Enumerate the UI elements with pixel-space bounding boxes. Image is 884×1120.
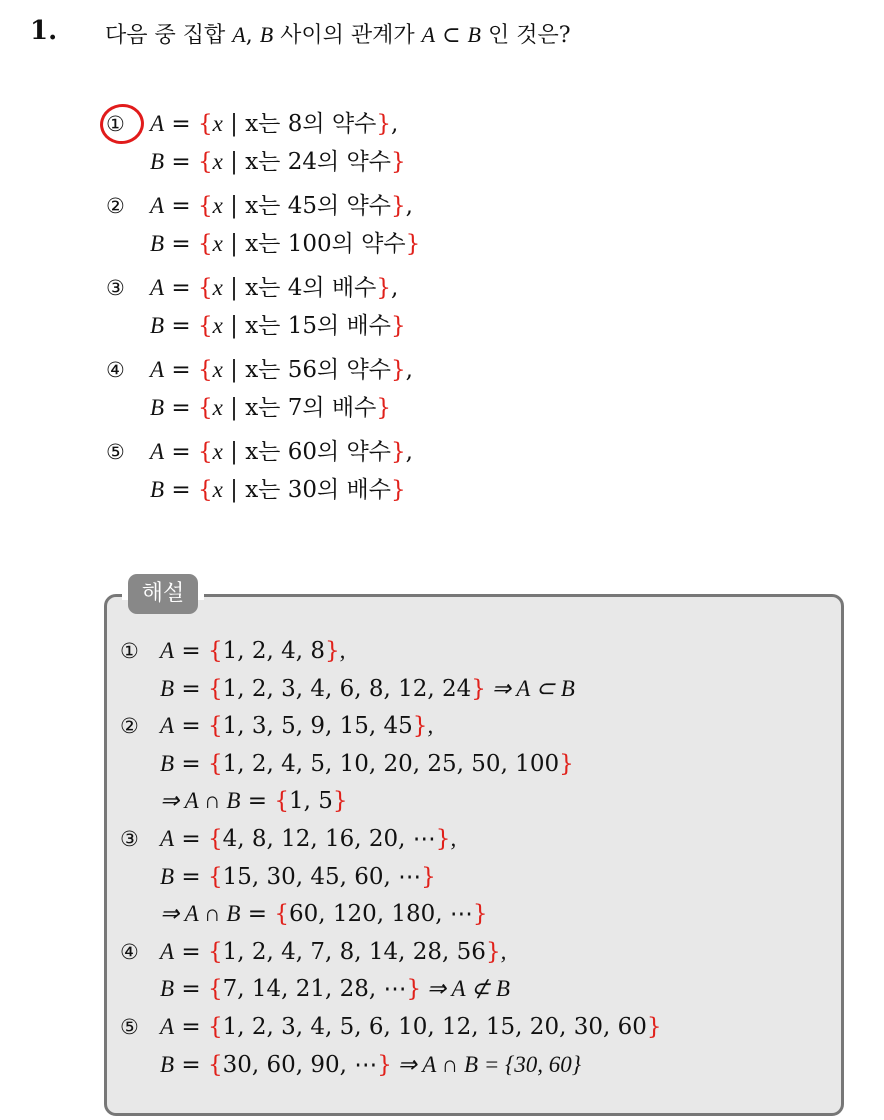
set-elements: 30, 60, 90, ⋯ xyxy=(222,1051,378,1078)
line-tail: ⇒ A ⊂ B xyxy=(485,675,575,701)
equals-sign: = xyxy=(164,313,198,339)
open-brace: { xyxy=(197,477,213,503)
close-brace: } xyxy=(485,938,501,965)
set-b-name: B xyxy=(150,313,165,338)
close-brace: } xyxy=(390,439,406,465)
solution-tag: 해설 xyxy=(128,574,198,614)
equals-sign: = xyxy=(164,275,198,301)
choice-set-a-line xyxy=(106,270,398,306)
set-condition: x는 60의 약수 xyxy=(245,439,391,465)
line-tail: , xyxy=(339,638,346,663)
solution-line xyxy=(120,820,840,858)
line-end: , xyxy=(405,193,413,219)
choice-set-a-line xyxy=(106,188,413,224)
set-elements: 1, 2, 3, 4, 6, 8, 12, 24 xyxy=(222,675,472,702)
choice-set-b-line xyxy=(150,308,406,344)
equals-sign: = xyxy=(174,976,208,1003)
question-number: 1. xyxy=(30,16,58,46)
set-variable: x xyxy=(212,395,223,420)
solution-line xyxy=(120,895,840,933)
choice-number[interactable]: ① xyxy=(106,112,125,136)
solution-choice-number: ① xyxy=(120,639,139,663)
close-brace: } xyxy=(390,313,406,339)
choice-set-a-line xyxy=(106,352,413,388)
set-variable: x xyxy=(212,193,223,218)
choice-set-b-line xyxy=(150,472,406,508)
solution-line xyxy=(120,745,840,783)
open-brace: { xyxy=(207,976,223,1003)
equals-sign: = xyxy=(164,357,198,383)
set-condition: x는 56의 약수 xyxy=(245,357,391,383)
set-b-name: B xyxy=(150,231,165,256)
open-brace: { xyxy=(197,111,213,137)
open-brace: { xyxy=(197,275,213,301)
set-b-name: B xyxy=(150,395,165,420)
close-brace: } xyxy=(376,111,391,137)
open-brace: { xyxy=(197,313,213,339)
choice-number[interactable]: ③ xyxy=(106,276,125,300)
equals-sign: = xyxy=(164,231,198,257)
equals-sign: = xyxy=(164,193,198,219)
set-elements: 1, 5 xyxy=(288,788,333,815)
set-variable: x xyxy=(212,275,223,300)
equals-sign: = xyxy=(174,1051,208,1078)
set-bar: | xyxy=(222,111,246,137)
equals-sign: = xyxy=(174,750,208,777)
equals-sign: = xyxy=(174,713,208,740)
set-elements: 1, 2, 3, 4, 5, 6, 10, 12, 15, 20, 30, 60 xyxy=(222,1013,647,1040)
close-brace: } xyxy=(435,825,451,852)
choice-set-a-line xyxy=(106,106,398,142)
open-brace: { xyxy=(197,149,213,175)
open-brace: { xyxy=(207,713,223,740)
set-name: A xyxy=(160,638,175,663)
choice-item[interactable] xyxy=(106,268,666,350)
line-tail: , xyxy=(500,938,507,964)
line-end: , xyxy=(405,357,413,383)
solution-choice-number: ④ xyxy=(120,939,139,964)
solution-choice-number: ③ xyxy=(120,826,139,851)
set-name: A xyxy=(160,938,175,964)
equals-sign: = xyxy=(164,395,198,421)
set-name: A xyxy=(160,1013,175,1039)
solution-line xyxy=(120,707,840,745)
set-elements: 4, 8, 12, 16, 20, ⋯ xyxy=(222,825,436,852)
equals-sign: = xyxy=(164,111,198,137)
set-variable: x xyxy=(212,313,223,338)
set-a-name: A xyxy=(150,275,165,300)
open-brace: { xyxy=(207,750,223,777)
answer-choices xyxy=(106,104,666,514)
solution-line xyxy=(120,970,840,1008)
equals-sign: = xyxy=(174,1013,208,1040)
set-elements: 60, 120, 180, ⋯ xyxy=(288,901,473,928)
choice-number[interactable]: ② xyxy=(106,194,125,218)
set-elements: 7, 14, 21, 28, ⋯ xyxy=(222,976,407,1003)
solution-line xyxy=(120,858,840,896)
set-bar: | xyxy=(222,357,246,383)
close-brace: } xyxy=(405,231,421,257)
close-brace: } xyxy=(376,395,391,421)
line-tail: ⇒ A ⊄ B xyxy=(421,976,510,1002)
close-brace: } xyxy=(390,149,406,175)
set-name: B xyxy=(160,976,175,1002)
choice-item[interactable] xyxy=(106,432,666,514)
choice-set-b-line xyxy=(150,226,420,262)
set-b-name: B xyxy=(150,149,165,174)
set-variable: x xyxy=(212,231,223,256)
equals-sign: = xyxy=(174,863,208,890)
stem-prefix: 다음 중 집합 xyxy=(105,23,233,48)
set-condition: x는 24의 약수 xyxy=(245,149,391,175)
open-brace: { xyxy=(197,193,213,219)
set-name: A xyxy=(160,825,175,851)
set-a-name: A xyxy=(150,193,165,218)
set-a-name: A xyxy=(150,357,165,382)
open-brace: { xyxy=(207,638,223,664)
set-a-name: A xyxy=(150,111,165,136)
equals-sign: = xyxy=(164,477,198,503)
close-brace: } xyxy=(376,275,391,301)
close-brace: } xyxy=(377,1051,392,1078)
stem-set-a: A xyxy=(232,22,246,47)
set-variable: x xyxy=(212,149,223,174)
set-condition: x는 4의 배수 xyxy=(245,275,377,301)
set-name: B xyxy=(160,750,175,776)
close-brace: } xyxy=(325,638,340,664)
set-elements: 1, 2, 4, 8 xyxy=(222,638,326,664)
set-bar: | xyxy=(222,193,246,219)
equals-sign: = xyxy=(174,825,208,852)
equals-sign: = xyxy=(174,638,208,664)
solution-line xyxy=(120,632,840,670)
set-name: B xyxy=(160,1051,175,1077)
stem-set-b: B xyxy=(259,22,274,47)
line-tail: , xyxy=(427,713,434,739)
line-tail: , xyxy=(450,825,457,851)
stem-relation-b: B xyxy=(467,22,481,47)
implication: ⇒ A ∩ B xyxy=(160,901,241,927)
line-end: , xyxy=(390,275,399,301)
solution-line xyxy=(120,782,840,820)
set-name: B xyxy=(160,675,175,701)
choice-item[interactable] xyxy=(106,350,666,432)
set-bar: | xyxy=(222,313,246,339)
close-brace: } xyxy=(471,675,486,702)
equals-sign: = xyxy=(240,901,275,928)
set-bar: | xyxy=(222,477,246,503)
set-condition: x는 7의 배수 xyxy=(245,395,377,421)
choice-set-b-line xyxy=(150,144,406,180)
implication: ⇒ A ∩ B xyxy=(160,788,241,814)
set-elements: 15, 30, 45, 60, ⋯ xyxy=(222,863,422,890)
solution-line xyxy=(120,1046,840,1084)
close-brace: } xyxy=(421,863,436,890)
open-brace: { xyxy=(207,825,223,852)
set-name: B xyxy=(160,863,175,889)
open-brace: { xyxy=(197,357,213,383)
set-bar: | xyxy=(222,439,246,465)
line-tail: ⇒ A ∩ B = {30, 60} xyxy=(391,1051,581,1077)
equals-sign: = xyxy=(240,788,275,815)
set-bar: | xyxy=(222,395,246,421)
close-brace: } xyxy=(412,713,428,740)
choice-number[interactable]: ④ xyxy=(106,358,125,382)
open-brace: { xyxy=(207,863,223,890)
open-brace: { xyxy=(197,439,213,465)
close-brace: } xyxy=(472,901,488,928)
open-brace: { xyxy=(207,675,223,702)
set-elements: 1, 2, 4, 5, 10, 20, 25, 50, 100 xyxy=(222,750,560,777)
solution-line xyxy=(120,933,840,971)
open-brace: { xyxy=(274,901,289,928)
close-brace: } xyxy=(390,357,406,383)
stem-comma: , xyxy=(245,23,260,48)
set-variable: x xyxy=(212,477,223,502)
set-condition: x는 15의 배수 xyxy=(245,313,391,339)
equals-sign: = xyxy=(164,439,198,465)
choice-item[interactable] xyxy=(106,186,666,268)
open-brace: { xyxy=(207,1051,223,1078)
close-brace: } xyxy=(406,976,422,1003)
choice-set-a-line xyxy=(106,434,413,470)
solution-line xyxy=(120,1008,840,1046)
solution-choice-number: ⑤ xyxy=(120,1014,139,1039)
stem-relation-symbol: ⊂ xyxy=(435,23,468,48)
set-variable: x xyxy=(212,111,223,136)
set-elements: 1, 3, 5, 9, 15, 45 xyxy=(222,713,413,740)
set-condition: x는 30의 배수 xyxy=(245,477,391,503)
open-brace: { xyxy=(207,1013,223,1040)
open-brace: { xyxy=(207,938,223,965)
solution-choice-number: ② xyxy=(120,714,139,739)
equals-sign: = xyxy=(174,938,208,965)
question-stem xyxy=(105,18,571,49)
set-variable: x xyxy=(212,357,223,382)
close-brace: } xyxy=(646,1013,662,1040)
set-condition: x는 8의 약수 xyxy=(245,111,377,137)
close-brace: } xyxy=(390,477,406,503)
stem-middle: 사이의 관계가 xyxy=(273,23,422,48)
question-header xyxy=(30,14,870,54)
close-brace: } xyxy=(559,750,574,777)
equals-sign: = xyxy=(174,675,208,702)
stem-relation-a: A xyxy=(421,22,436,47)
solution-line xyxy=(120,670,840,708)
close-brace: } xyxy=(390,193,406,219)
set-a-name: A xyxy=(150,439,165,464)
set-condition: x는 100의 약수 xyxy=(245,231,406,257)
open-brace: { xyxy=(274,788,289,815)
choice-set-b-line xyxy=(150,390,391,426)
set-variable: x xyxy=(212,439,223,464)
choice-item[interactable] xyxy=(106,104,666,186)
open-brace: { xyxy=(197,231,213,257)
open-brace: { xyxy=(197,395,213,421)
close-brace: } xyxy=(332,788,348,815)
set-bar: | xyxy=(222,275,246,301)
set-name: A xyxy=(160,713,175,739)
set-condition: x는 45의 약수 xyxy=(245,193,391,219)
stem-suffix: 인 것은? xyxy=(480,23,571,48)
set-bar: | xyxy=(222,231,246,257)
set-bar: | xyxy=(222,149,246,175)
solution-lines xyxy=(120,632,840,1083)
choice-number[interactable]: ⑤ xyxy=(106,440,125,464)
equals-sign: = xyxy=(164,149,198,175)
line-end: , xyxy=(405,439,413,465)
line-end: , xyxy=(390,111,399,137)
set-b-name: B xyxy=(150,477,165,502)
set-elements: 1, 2, 4, 7, 8, 14, 28, 56 xyxy=(222,938,486,965)
